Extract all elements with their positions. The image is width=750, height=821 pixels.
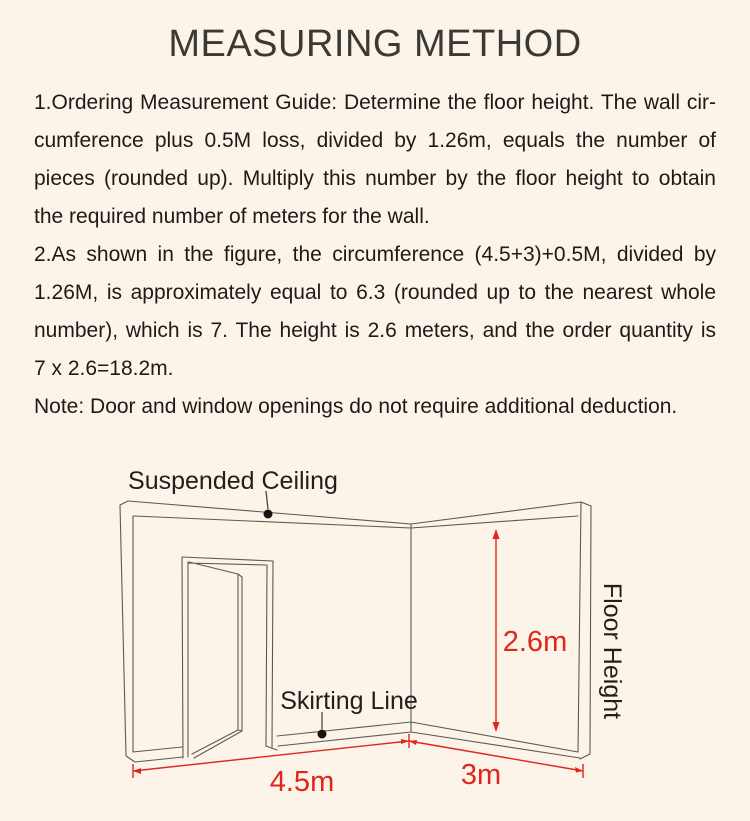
floor-height-label: Floor Height [598,582,626,720]
guide-step1-line: pieces (rounded up). Multiply this number by the floor height to obtain [34,167,716,190]
guide-step1-line: cumference plus 0.5M loss, divided by 1.26m, equals the number of [34,129,716,152]
guide-note: Note: Door and window openings do not require additional deduction. [34,395,678,418]
guide-step2-line: 1.26M, is approximately equal to 6.3 (rounded up to the nearest whole [34,281,716,304]
guide-step2-line: 7 x 2.6=18.2m. [34,357,174,380]
ceiling-marker-dot [264,510,273,519]
skirting-marker-dot [318,730,327,739]
door-lines [182,557,277,758]
left-wall-lines [120,501,411,762]
height-dimension-arrow [493,529,500,732]
skirting-line-label: Skirting Line [280,687,418,715]
page-title: MEASURING METHOD [168,23,582,65]
guide-step2-line: number), which is 7. The height is 2.6 meters, and the order quantity is [34,319,716,342]
right-wall-width-label: 3m [460,759,502,791]
guide-step1-line: the required number of meters for the wall. [34,205,430,228]
wall-height-label: 2.6m [502,626,568,658]
guide-step2-line: 2.As shown in the figure, the circumference (4.5+3)+0.5M, divided by [34,243,716,266]
guide-step1-line: 1.Ordering Measurement Guide: Determine the floor height. The wall cir- [34,91,716,114]
left-wall-width-label: 4.5m [269,766,335,798]
suspended-ceiling-label: Suspended Ceiling [128,467,338,495]
